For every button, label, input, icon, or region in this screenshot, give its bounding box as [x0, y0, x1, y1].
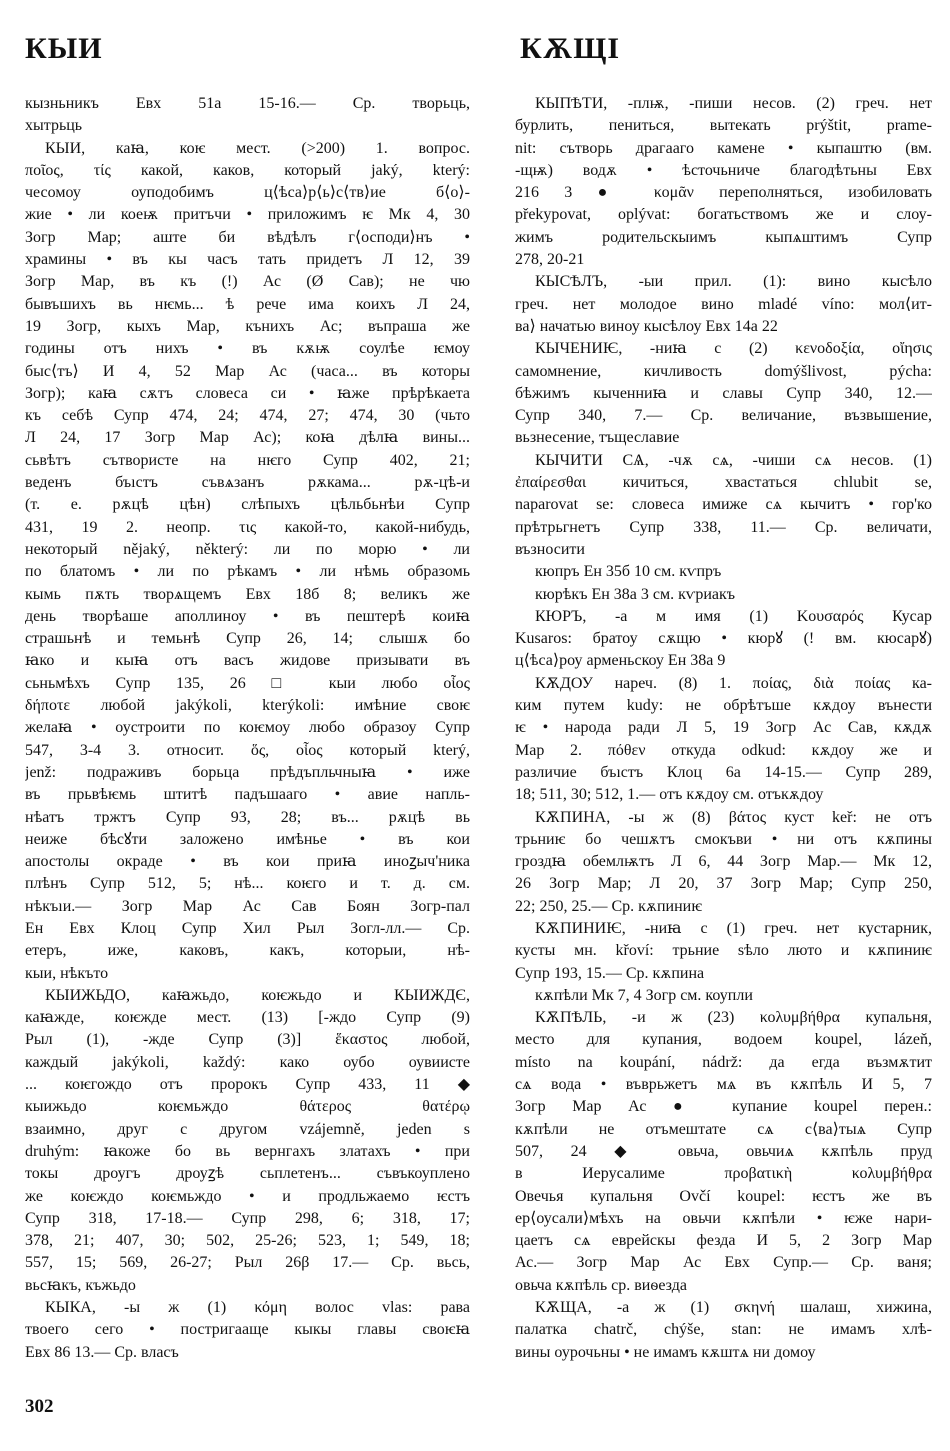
entry-line: ва⟩ начатью виноу кысѣлоу Евх 14а 22 [515, 317, 778, 335]
entry-line: 22; 250, 25.— Ср. кѫпиниѥ [515, 897, 703, 915]
entry-line: Л 24, 17 Зогр Мар Ас); коꙗ дѣлꙗ вины... [25, 429, 470, 447]
entry-line: КЫИЖЬДО, каꙗжьдо, коѥжьдо и КЫИЖДЄ, [45, 986, 470, 1004]
entry-line: апостолы окраде • въ кои приꙗ иноꙁыч'ника [25, 853, 470, 871]
entry-line: греч. нет молодое вино mladé víno: мол⟨ит- [515, 295, 932, 313]
entry-line: кызньникъ Евх 51а 15-16.— Ср. творьць, [25, 95, 470, 112]
entry-line: ѥ • народа ради Л 5, 19 Зогр Ас Сав, кѫдѫ [515, 719, 932, 737]
entry-line: прѣтрьгнетъ Супр 338, 11.— Ср. величати, [515, 518, 932, 536]
entry-line: 378, 21; 407, 30; 502, 25-26; 523, 1; 549, 18; [25, 1232, 470, 1250]
entry-line: вины оурочьны • не имамъ кѫштѧ ни домоу [515, 1343, 816, 1361]
entry-line: druhým: ꙗкоже бо вь вернгахъ златахъ • при [25, 1142, 470, 1160]
left-column [25, 93, 470, 1364]
entry-line: КЫЧИТИ СѦ, -чѫ сѧ, -чиши сѧ несов. (1) [535, 451, 932, 469]
entry-line: -щѭ) водѫ • ѣсточьниче благодѣтьны Евх [515, 161, 932, 179]
dictionary-entry [515, 450, 932, 561]
entry-line: палатка chatrč, chýše, stan: не имамъ хлѣ- [515, 1321, 932, 1339]
entry-line: Евх 86 13.— Ср. власъ [25, 1343, 179, 1361]
entry-line: кюпръ Ен 35б 10 см. кѵпръ [535, 563, 722, 581]
entry-line: жие • ли коеѭ притъчи • приложимъ ѥ Мк 4, 30 [25, 206, 470, 224]
entry-line: цаетъ сѧ еврейскы фезда И 5, 2 Зогр Мар [515, 1232, 932, 1250]
entry-line: кѫпѣли Мк 7, 4 Зогр см. коупли [535, 986, 753, 1004]
entry-line: ποῖος, τίς какой, каков, который jaký, který: [25, 161, 470, 179]
entry-line: překypovat, oplývat: богатьствомъ же и слоу- [515, 206, 932, 224]
entry-line: трьниѥ бо чешѫтъ смокъви • ни отъ кѫпины [515, 830, 932, 848]
entry-line: кымь пѫть творѧщемъ Евх 18б 8; великъ же [25, 585, 470, 603]
entry-line: δήποτε любой jakýkoli, kterýkoli: имѣние своѥ [25, 697, 470, 715]
entry-line: 216 3 ● κομᾶν переполняться, изобиловать [515, 184, 932, 202]
dictionary-entry [515, 561, 932, 583]
entry-line: место для купания, водоем koupel, lázeň, [515, 1031, 932, 1049]
entry-line: кыижьдо коѥмьждо θάτερος θατέρῳ [25, 1098, 470, 1116]
entry-line: КѪЩА, -а ж (1) σκηνή шалаш, хижина, [535, 1299, 932, 1317]
entry-line: гроздꙗ обемлѭтъ Л 6, 44 Зогр Мар.— Мк 12, [515, 853, 932, 871]
dictionary-entry [515, 584, 932, 606]
entry-line: jenž: подраживъ борьца прѣдъпльчныꙗ • иже [25, 763, 470, 781]
entry-line: день творѣаше аполлиноу • въ пештерѣ коиꙗ [25, 607, 470, 625]
entry-line: же коѥждо коѥмьждо • и продльжаемо ѥстъ [25, 1187, 470, 1205]
entry-line: въ прьвѣѥмь штитѣ падъшааго • авие напль- [25, 786, 470, 804]
entry-line: místo na koupání, nádrž: да егда възмѫтит [515, 1053, 932, 1071]
entry-line: КЫЧЕНИѤ, -ниꙗ с (2) κενοδοξία, οἴησις [535, 340, 932, 358]
entry-line: нѣатъ тржтъ Супр 93, 28; въ... рѫцѣ вь [25, 808, 470, 826]
entry-line: неиже бѣсꙋти заложено имѣнье • въ кои [25, 830, 470, 848]
dictionary-entry [515, 271, 932, 338]
entry-line: вьзнесение, тъщеславие [515, 429, 680, 447]
entry-line: Зогр); каꙗ сѫтъ словеса си • ꙗже прѣрѣкаета [25, 384, 470, 402]
dictionary-entry [25, 93, 470, 138]
entry-line: сѧ вода • въврьжетъ мѧ въ кѫпѣль И 5, 7 [515, 1076, 932, 1094]
dictionary-entry [515, 1297, 932, 1364]
entry-line: КЫИ, каꙗ, коѥ мест. (>200) 1. вопрос. [45, 139, 470, 157]
entry-line: кюрѣкъ Ен 38а 3 см. кѵриакъ [535, 585, 736, 603]
entry-line: Ен Евх Клоц Супр Хил Рыл Зогл-лл.— Ср. [25, 919, 470, 937]
entry-line: жимъ родительскыимъ кыпѧштимъ Супр [515, 228, 932, 246]
dictionary-entry [25, 1297, 470, 1364]
entry-line: КѪДОУ нареч. (8) 1. ποίας, διὰ ποίας ка- [535, 674, 932, 692]
entry-line: ким путем kudy: не обрѣтъше кѫдоу вънести [515, 697, 932, 715]
entry-line: (т. е. рѫцѣ цѣн) слѣпыхъ цѣльбьнѣи Супр [25, 496, 470, 514]
entry-line: сьньмѣхъ Супр 135, 26 □ кыи любо οἷος [25, 674, 470, 692]
dictionary-entry [25, 985, 470, 1297]
entry-line: храмины • въ кы часъ тать придетъ Л 12, 39 [25, 251, 470, 269]
entry-line: 278, 20-21 [515, 251, 585, 269]
entry-line: желаꙗ • оустроити по коѥмоу любо образоу Супр [25, 719, 470, 737]
entry-line: Овечья купальня Ovčí koupel: ѥстъ же въ [515, 1187, 932, 1205]
entry-line: ер⟨оусали⟩мѣхъ на овьчи кѫпѣли • ѥже нари- [515, 1209, 932, 1227]
entry-line: самомнение, кичливость domýšlivost, pýcha: [515, 362, 932, 380]
entry-line: 547, 3-4 3. относит. ὅς, οἷος который který, [25, 741, 470, 759]
dictionary-entry [515, 606, 932, 673]
entry-line: Мар 2. πόθεν откуда odkud: кѫдоу же и [515, 741, 932, 759]
entry-line: Kusaros: братоу сѫщю • кюрꙋ (! вм. кюсарꙋ) [515, 630, 932, 648]
entry-line: кусты мн. křoví: трьние ѕѣло люто и кѫпиниѥ [515, 942, 932, 960]
entry-line: быс⟨тъ⟩ И 4, 52 Мар Ас (часа... въ которы [25, 362, 470, 380]
entry-line: некоторый nějaký, některý: ли по морю • ли [25, 540, 470, 558]
entry-line: 557, 15; 569, 26-27; Рыл 26β 17.— Ср. вьсь, [25, 1254, 470, 1272]
entry-line: кѫпѣли не отъмештате сѧ с⟨ва⟩тыѧ Супр [515, 1120, 932, 1138]
page-number: 302 [25, 1396, 54, 1417]
entry-line: Зогр Мар; аште би вѣдѣлъ г⟨осподи⟩нъ • [25, 228, 470, 246]
entry-line: naparovat se: словеса имиже сѧ кычитъ • гор'ко [515, 496, 932, 514]
dictionary-entry [515, 673, 932, 807]
entry-line: хытрьць [25, 117, 83, 135]
entry-line: възносити [515, 540, 585, 558]
entry-line: ἐπαίρεσθαι кичиться, хвастаться chlubit se, [515, 474, 932, 492]
entry-line: бывъшихъ вь нѥмь... ѣ рече има коихъ Л 24, [25, 295, 470, 313]
entry-line: Супр 318, 17-18.— Супр 298, 6; 318, 17; [25, 1209, 470, 1227]
running-head-right: КѪЩІ [520, 32, 621, 65]
entry-line: твоего сего • постригааще кыкы главы своѥꙗ [25, 1321, 470, 1339]
dictionary-entry [515, 93, 932, 271]
entry-line: Супр 340, 7.— Ср. величание, възвышение, [515, 407, 932, 425]
entry-line: етеръ, иже, каковъ, какъ, которыи, нѣ- [25, 942, 470, 960]
entry-line: КѪПИНА, -ы ж (8) βάτος куст keř: не отъ [535, 808, 932, 826]
entry-line: бѣжимъ кыченниꙗ и славы Супр 340, 12.— [515, 384, 932, 402]
entry-line: Супр 193, 15.— Ср. кѫпина [515, 964, 705, 982]
entry-line: по блатомъ • ли по рѣкамъ • ли нѣмь образомь [25, 563, 470, 581]
entry-line: Зогр Мар Ас ● купание koupel перен.: [515, 1098, 932, 1116]
entry-line: 26 Зогр Мар; Л 20, 37 Зогр Мар; Супр 250, [515, 875, 932, 893]
dictionary-entry [515, 338, 932, 449]
entry-line: къ себѣ Супр 474, 24; 474, 27; 474, 30 (чьто [25, 407, 470, 425]
entry-line: различие бъıстъ Клоц 6а 14-15.— Супр 289, [515, 763, 932, 781]
entry-line: nit: сътворь драгааго камене • кыпаштю (вм. [515, 139, 932, 157]
entry-line: 18; 511, 30; 512, 1.— отъ кѫдоу см. отъкѫдоу [515, 786, 824, 804]
entry-line: сьвѣтъ сътвористе на нѥго Супр 402, 21; [25, 451, 470, 469]
dictionary-entry [515, 807, 932, 918]
dictionary-entry [25, 138, 470, 985]
entry-line: Рыл (1), -жде Супр (3)] ἕκαστος любой, [25, 1031, 470, 1049]
entry-line: взаимно, друг с другом vzájemně, jeden s [25, 1120, 470, 1138]
entry-line: ... коѥгождо отъ пророкъ Супр 433, 11 ◆ [25, 1076, 470, 1094]
entry-line: годины отъ нихъ • въ кѫѭ соулѣе ѥмоу [25, 340, 470, 358]
dictionary-entry [515, 1007, 932, 1297]
entry-line: ꙗко и кыꙗ отъ васъ жидове призывати въ [25, 652, 470, 670]
running-head-left: КЫИ [25, 32, 103, 65]
entry-line: чесомоу оуподобимъ ц⟨ѣса⟩р⟨ь⟩с⟨тв⟩ие б⟨о⟩- [25, 184, 470, 202]
dictionary-entry [515, 918, 932, 985]
entry-line: веденъ бъıстъ съвѧзанъ рѫкама... рѫ-цѣ-и [25, 474, 470, 492]
entry-line: плѣнъ Супр 512, 5; нѣ... коѥго и т. д. см. [25, 875, 470, 893]
entry-line: страшьнѣ и темьнѣ Супр 26, 14; слышѫ бо [25, 630, 470, 648]
entry-line: овьча кѫпѣль ср. виѳезда [515, 1276, 687, 1294]
entry-line: КЫКА, -ы ж (1) κόμη волос vlas: рава [45, 1299, 470, 1317]
dictionary-entry [515, 985, 932, 1007]
entry-line: в Иерусалиме προβατικὴ κολυμβήθρα [515, 1165, 932, 1183]
right-column [515, 93, 932, 1364]
entry-line: нѣкъıи.— Зогр Мар Ас Сав Боян Зогр-пал [25, 897, 470, 915]
entry-line: КЫПѢТИ, -плѭ, -пиши несов. (2) греч. нет [535, 95, 932, 112]
entry-line: 507, 24 ◆ овьча, овьчиѧ кѫпѣль пруд [515, 1142, 932, 1160]
entry-line: 431, 19 2. неопр. τις какой-то, какой-нибудь, [25, 518, 470, 536]
entry-line: Зогр Мар, въ къ (!) Ас (Ø Сав); не чю [25, 273, 470, 291]
entry-line: токы дроугъ дроуꙁѣ сьплетенъ... съвъкоуплено [25, 1165, 470, 1183]
entry-line: бурлить, пениться, вытекать prýštit, prame- [515, 117, 932, 135]
entry-line: Ас.— Зогр Мар Ас Евх Супр.— Ср. ваня; [515, 1254, 932, 1272]
entry-line: КЮРЪ, -а м имя (1) Κουσαρός Кусар [535, 607, 932, 625]
entry-line: каждый jakýkoli, každý: како оубо оувиисте [25, 1053, 470, 1071]
entry-line: каꙗжде, коѥжде мест. (13) [-ждо Супр (9) [25, 1009, 470, 1027]
entry-line: КѪПѢЛЬ, -и ж (23) κολυμβήθρα купальня, [535, 1009, 932, 1027]
entry-line: 19 Зогр, кыхъ Мар, кънихъ Ас; въпраша же [25, 317, 470, 335]
entry-line: КѪПИНИѤ, -ниꙗ с (1) греч. нет кустарник, [535, 919, 932, 937]
entry-line: вьсꙗкъ, къжьдо [25, 1276, 136, 1294]
entry-line: ц⟨ѣса⟩роу арменьскоу Ен 38а 9 [515, 652, 726, 670]
entry-line: КЫСѢЛЪ, -ыи прил. (1): вино кысѣло [535, 273, 932, 291]
entry-line: кыи, нѣкъто [25, 964, 109, 982]
